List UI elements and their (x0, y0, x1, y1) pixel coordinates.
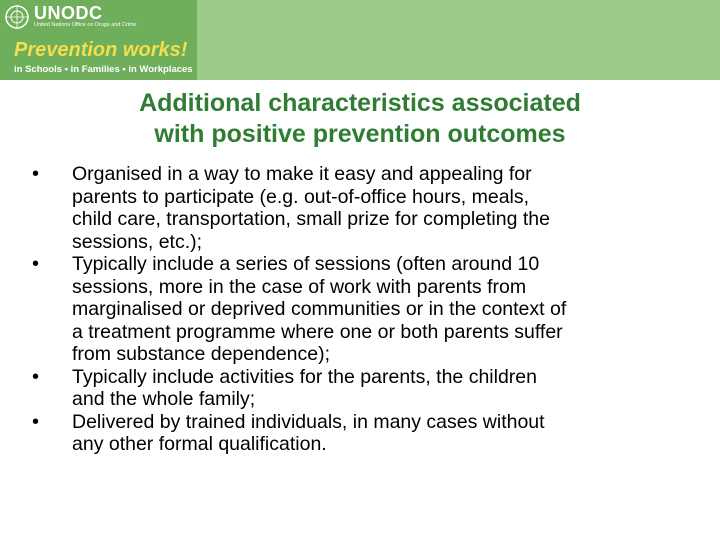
bullet-marker: • (32, 365, 40, 388)
bullet-line: Delivered by trained individuals, in many cases without (72, 410, 545, 433)
title-line-1: Additional characteristics associated (139, 89, 581, 117)
bullet-list (32, 163, 692, 456)
logo-panel (0, 0, 197, 80)
bullet-marker: • (32, 163, 40, 185)
bullet-line: from substance dependence); (72, 343, 330, 365)
bullet-line: Organised in a way to make it easy and appealing for (72, 163, 532, 185)
bullet-line: marginalised or deprived communities or in the context of (72, 298, 567, 320)
bullet-line: and the whole family; (72, 388, 256, 410)
tagline: Prevention works! (14, 39, 188, 61)
org-subtitle: United Nations Office on Drugs and Crime (34, 22, 137, 28)
bullet-line: sessions, etc.); (72, 230, 203, 253)
bullet-item (32, 253, 692, 366)
bullet-item (32, 163, 692, 253)
bullet-line: a treatment programme where one or both parents suffer (72, 320, 563, 343)
settings-line: in Schools • in Families • in Workplaces (14, 64, 193, 75)
header-banner (0, 0, 720, 80)
title-line-2: with positive prevention outcomes (154, 120, 566, 148)
bullet-line: any other formal qualification. (72, 433, 327, 455)
bullet-marker: • (32, 410, 40, 433)
bullet-line: parents to participate (e.g. out-of-office hours, meals, (72, 185, 530, 208)
bullet-line: child care, transportation, small prize for completing the (72, 208, 550, 230)
slide-title (40, 88, 680, 150)
bullet-item (32, 411, 692, 456)
bullet-line: sessions, more in the case of work with parents from (72, 275, 527, 298)
bullet-item (32, 366, 692, 411)
org-name: UNODC (34, 3, 103, 23)
bullet-marker: • (32, 253, 40, 275)
un-emblem-icon (4, 4, 30, 30)
bullet-line: Typically include activities for the parents, the children (72, 365, 537, 388)
bullet-line: Typically include a series of sessions (often around 10 (72, 253, 540, 275)
